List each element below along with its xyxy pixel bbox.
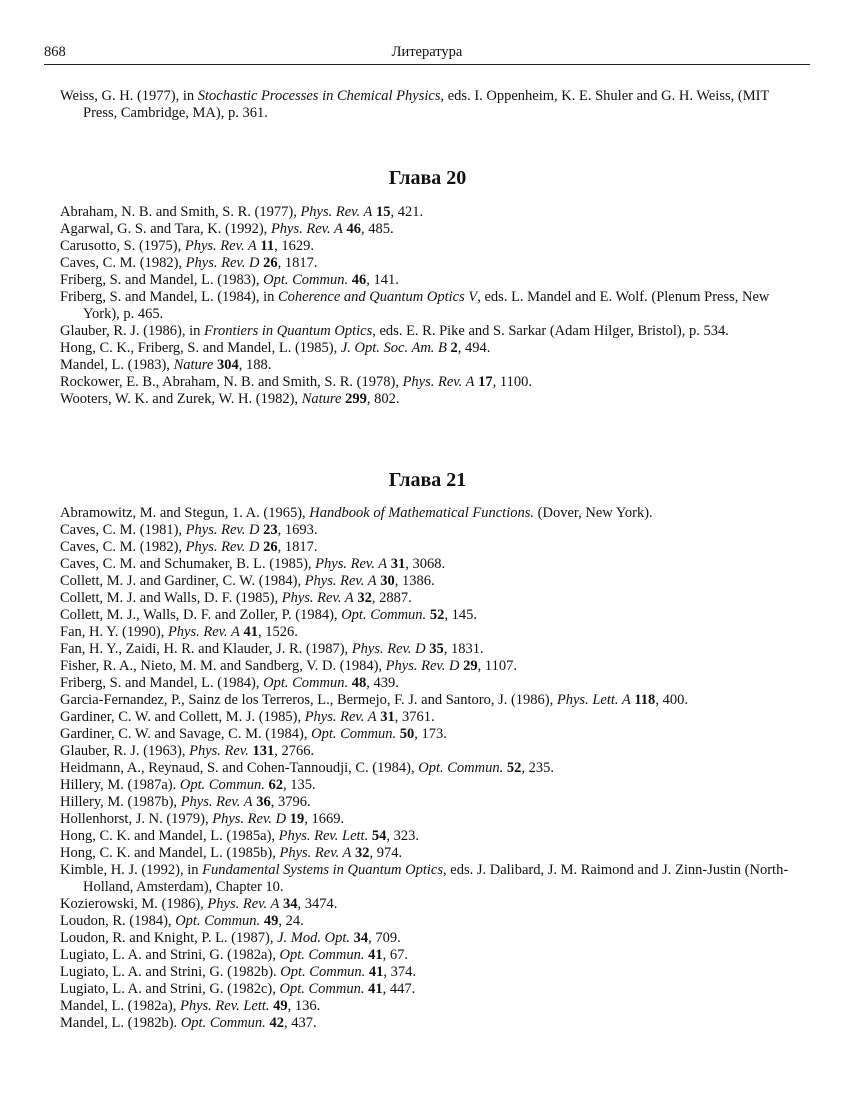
reference-volume: 36 <box>256 794 271 810</box>
reference-text: Heidmann, A., Reynaud, S. and Cohen-Tannoudji, C. (1984), <box>60 760 419 776</box>
reference-title: Phys. Rev. A <box>402 374 475 390</box>
reference-text: Garcia-Fernandez, P., Sainz de los Terreros, L., Bermejo, F. J. and Santoro, J. (1986), <box>60 692 557 708</box>
reference-entry <box>60 255 800 272</box>
reference-entry <box>60 624 800 641</box>
reference-text: Hong, C. K. and Mandel, L. (1985b), <box>60 845 280 861</box>
reference-volume: 49 <box>263 913 279 929</box>
reference-title: Opt. Commun. <box>279 981 365 997</box>
reference-title: Nature <box>301 391 342 407</box>
reference-volume: 41 <box>243 624 259 640</box>
reference-volume: 46 <box>351 272 367 288</box>
reference-volume: 304 <box>216 357 239 373</box>
reference-text: Wooters, W. K. and Zurek, W. H. (1982), <box>60 391 302 407</box>
reference-entry <box>60 760 800 777</box>
reference-entry <box>60 340 800 357</box>
reference-entry <box>60 811 800 828</box>
page-number: 868 <box>44 44 66 60</box>
reference-entry <box>60 590 800 607</box>
running-title: Литература <box>391 44 463 60</box>
reference-title: Phys. Rev. A <box>315 556 388 572</box>
reference-entry <box>60 794 800 811</box>
reference-text: Kimble, H. J. (1992), in <box>60 862 203 878</box>
reference-text: Fan, H. Y., Zaidi, H. R. and Klauder, J. R. (1987), <box>60 641 352 657</box>
reference-text: Loudon, R. (1984), <box>60 913 176 929</box>
reference-volume: 118 <box>634 692 656 708</box>
reference-text: , 709. <box>368 930 401 946</box>
reference-text: Fisher, R. A., Nieto, M. M. and Sandberg, V. D. (1984), <box>60 658 386 674</box>
reference-text: , 141. <box>366 272 399 288</box>
reference-text: , 1629. <box>274 238 314 254</box>
reference-text: , 2887. <box>371 590 412 606</box>
reference-entry <box>60 289 800 323</box>
reference-volume: 41 <box>368 981 383 997</box>
reference-text: , 1526. <box>258 624 298 640</box>
reference-text: , 1831. <box>443 641 484 657</box>
reference-text: Fan, H. Y. (1990), <box>60 624 168 640</box>
reference-volume: 41 <box>368 964 384 980</box>
reference-text: Agarwal, G. S. and Tara, K. (1992), <box>60 221 271 237</box>
reference-entry <box>60 573 800 590</box>
reference-text: , 447. <box>382 981 416 997</box>
reference-title: Phys. Rev. A <box>281 590 354 606</box>
reference-title: Phys. Rev. D <box>385 658 460 674</box>
reference-text: , 323. <box>386 828 419 844</box>
reference-volume: 52 <box>429 607 445 623</box>
reference-text: , eds. E. R. Pike and S. Sarkar (Adam Hilger, Bristol), p. 534. <box>372 323 729 339</box>
reference-text: Friberg, S. and Mandel, L. (1984), in <box>60 289 279 305</box>
reference-volume: 23 <box>263 522 278 538</box>
reference-title: Fundamental Systems in Quantum Optics <box>202 862 444 878</box>
reference-entry <box>60 709 800 726</box>
reference-text: , 3474. <box>297 896 338 912</box>
reference-title: Opt. Commun. <box>279 947 365 963</box>
reference-text: , 135. <box>283 777 316 793</box>
reference-text: , 67. <box>382 947 408 963</box>
reference-text: (Dover, New York). <box>534 505 653 521</box>
reference-text: Lugiato, L. A. and Strini, G. (1982a), <box>60 947 280 963</box>
reference-title: J. Opt. Soc. Am. B <box>340 340 447 356</box>
reference-title: Phys. Rev. <box>189 743 249 759</box>
reference-text: , 439. <box>366 675 399 691</box>
reference-title: Phys. Rev. D <box>351 641 426 657</box>
reference-entry <box>60 505 800 522</box>
reference-volume: 32 <box>355 845 370 861</box>
reference-text: Caves, C. M. (1981), <box>60 522 186 538</box>
reference-title: Phys. Rev. Lett. <box>278 828 369 844</box>
reference-text: Friberg, S. and Mandel, L. (1983), <box>60 272 264 288</box>
reference-text: Mandel, L. (1982a), <box>60 998 180 1014</box>
reference-text: Glauber, R. J. (1986), in <box>60 323 204 339</box>
reference-volume: 41 <box>368 947 383 963</box>
reference-text: Mandel, L. (1982b). <box>60 1015 181 1031</box>
reference-volume: 49 <box>273 998 288 1014</box>
reference-title: Phys. Rev. Lett. <box>180 998 270 1014</box>
reference-volume: 48 <box>351 675 367 691</box>
reference-text: Caves, C. M. (1982), <box>60 255 186 271</box>
reference-volume: 299 <box>345 391 367 407</box>
reference-text: Kozierowski, M. (1986), <box>60 896 208 912</box>
reference-text: Gardiner, C. W. and Savage, C. M. (1984), <box>60 726 312 742</box>
reference-entry <box>60 981 800 998</box>
reference-list-continued <box>60 88 800 122</box>
reference-entry <box>60 556 800 573</box>
reference-volume: 42 <box>269 1015 284 1031</box>
reference-volume: 17 <box>478 374 493 390</box>
reference-text: , 485. <box>361 221 394 237</box>
reference-title: Phys. Rev. D <box>185 522 260 538</box>
reference-entry <box>60 522 800 539</box>
reference-text: Hong, C. K., Friberg, S. and Mandel, L. (1985), <box>60 340 341 356</box>
reference-volume: 46 <box>346 221 361 237</box>
reference-text: , eds. L. Mandel and E. Wolf. (Plenum Press, New York), p. 465. <box>83 289 770 322</box>
reference-entry <box>60 374 800 391</box>
reference-text: Hollenhorst, J. N. (1979), <box>60 811 213 827</box>
reference-volume: 30 <box>380 573 395 589</box>
reference-text: Abraham, N. B. and Smith, S. R. (1977), <box>60 204 301 220</box>
reference-entry <box>60 913 800 930</box>
reference-title: Phys. Rev. A <box>207 896 280 912</box>
reference-entry <box>60 845 800 862</box>
reference-entry <box>60 692 800 709</box>
reference-text: Hillery, M. (1987a). <box>60 777 180 793</box>
reference-volume: 52 <box>506 760 522 776</box>
reference-volume: 34 <box>353 930 369 946</box>
reference-volume: 31 <box>380 709 395 725</box>
reference-title: Phys. Rev. A <box>304 709 377 725</box>
reference-entry <box>60 272 800 289</box>
reference-volume: 35 <box>429 641 444 657</box>
reference-entry <box>60 238 800 255</box>
reference-entry <box>60 743 800 760</box>
reference-title: Phys. Rev. A <box>184 238 257 254</box>
reference-text: , 3761. <box>394 709 435 725</box>
reference-title: Opt. Commun. <box>179 777 265 793</box>
reference-title: Phys. Rev. D <box>185 539 260 555</box>
reference-title: Phys. Rev. A <box>304 573 377 589</box>
reference-text: , 974. <box>369 845 403 861</box>
reference-title: Opt. Commun. <box>263 272 349 288</box>
reference-entry <box>60 391 800 408</box>
reference-volume: 62 <box>268 777 283 793</box>
reference-volume: 15 <box>376 204 391 220</box>
reference-text: , 24. <box>278 913 304 929</box>
reference-title: Opt. Commun. <box>175 913 261 929</box>
reference-text: Abramowitz, M. and Stegun, 1. A. (1965), <box>60 505 310 521</box>
reference-entry <box>60 862 800 896</box>
reference-text: , 1693. <box>277 522 318 538</box>
reference-entry <box>60 323 800 340</box>
reference-text: , 1817. <box>277 539 318 555</box>
reference-text: , 136. <box>287 998 321 1014</box>
reference-entry <box>60 204 800 221</box>
reference-text: Weiss, G. H. (1977), in <box>60 88 198 104</box>
reference-text: , 802. <box>366 391 400 407</box>
page-header <box>44 42 810 65</box>
reference-text: , 437. <box>283 1015 317 1031</box>
reference-entry <box>60 777 800 794</box>
reference-volume: 31 <box>390 556 406 572</box>
reference-text: , 3796. <box>270 794 311 810</box>
reference-volume: 54 <box>371 828 387 844</box>
reference-text: , 400. <box>655 692 688 708</box>
reference-entry <box>60 675 800 692</box>
reference-text: , 3068. <box>405 556 446 572</box>
reference-text: Glauber, R. J. (1963), <box>60 743 190 759</box>
reference-title: Nature <box>173 357 214 373</box>
reference-text: , 2766. <box>274 743 315 759</box>
reference-title: J. Mod. Opt. <box>277 930 350 946</box>
reference-entry <box>60 896 800 913</box>
reference-title: Opt. Commun. <box>418 760 504 776</box>
reference-entry <box>60 1015 800 1032</box>
reference-entry <box>60 357 800 374</box>
reference-text: , 173. <box>414 726 447 742</box>
reference-entry <box>60 88 800 122</box>
reference-title: Phys. Rev. D <box>185 255 260 271</box>
reference-list-chapter-21 <box>60 505 800 1032</box>
reference-text: , 1100. <box>492 374 532 390</box>
reference-entry <box>60 221 800 238</box>
reference-volume: 19 <box>289 811 305 827</box>
reference-text: Caves, C. M. (1982), <box>60 539 186 555</box>
reference-title: Handbook of Mathematical Functions. <box>309 505 535 521</box>
reference-list-chapter-20 <box>60 204 800 408</box>
reference-entry <box>60 641 800 658</box>
reference-entry <box>60 964 800 981</box>
reference-text: , 374. <box>383 964 417 980</box>
reference-text: Hillery, M. (1987b), <box>60 794 181 810</box>
reference-text: Collett, M. J. and Walls, D. F. (1985), <box>60 590 282 606</box>
reference-text: Friberg, S. and Mandel, L. (1984), <box>60 675 264 691</box>
reference-title: Opt. Commun. <box>341 607 427 623</box>
reference-text: , 1669. <box>304 811 345 827</box>
reference-text: , 1386. <box>394 573 435 589</box>
reference-text: Gardiner, C. W. and Collett, M. J. (1985), <box>60 709 305 725</box>
reference-text: , 421. <box>390 204 424 220</box>
reference-volume: 26 <box>263 255 278 271</box>
reference-text: Collett, M. J. and Gardiner, C. W. (1984), <box>60 573 305 589</box>
reference-text: Lugiato, L. A. and Strini, G. (1982c), <box>60 981 280 997</box>
reference-entry <box>60 726 800 743</box>
reference-entry <box>60 828 800 845</box>
reference-text: Carusotto, S. (1975), <box>60 238 185 254</box>
reference-entry <box>60 947 800 964</box>
reference-title: Phys. Rev. A <box>270 221 343 237</box>
chapter-21-heading: Глава 21 <box>388 469 467 491</box>
reference-entry <box>60 607 800 624</box>
reference-volume: 50 <box>399 726 415 742</box>
reference-volume: 32 <box>357 590 372 606</box>
reference-title: Phys. Rev. A <box>300 204 373 220</box>
reference-title: Phys. Rev. A <box>167 624 240 640</box>
reference-title: Phys. Rev. A <box>279 845 352 861</box>
reference-text: , eds. J. Dalibard, J. M. Raimond and J. Zinn-Justin (North-Holland, Amsterdam), Chapter 10. <box>83 862 789 895</box>
reference-title: Coherence and Quantum Optics V <box>278 289 478 305</box>
reference-title: Phys. Lett. A <box>556 692 631 708</box>
reference-volume: 26 <box>263 539 278 555</box>
reference-title: Stochastic Processes in Chemical Physics <box>197 88 441 104</box>
reference-text: Mandel, L. (1983), <box>60 357 174 373</box>
reference-title: Opt. Commun. <box>263 675 349 691</box>
reference-entry <box>60 539 800 556</box>
reference-title: Opt. Commun. <box>311 726 397 742</box>
reference-text: , 235. <box>521 760 554 776</box>
reference-text: , 1107. <box>477 658 517 674</box>
reference-text: Caves, C. M. and Schumaker, B. L. (1985), <box>60 556 316 572</box>
reference-volume: 29 <box>463 658 478 674</box>
reference-title: Phys. Rev. A <box>180 794 253 810</box>
reference-title: Opt. Commun. <box>280 964 366 980</box>
reference-volume: 11 <box>260 238 275 254</box>
reference-text: , eds. I. Oppenheim, K. E. Shuler and G. H. Weiss, (MIT Press, Cambridge, MA), p. 361. <box>83 88 770 121</box>
reference-text: , 1817. <box>277 255 318 271</box>
reference-text: , 188. <box>238 357 272 373</box>
reference-text: Collett, M. J., Walls, D. F. and Zoller, P. (1984), <box>60 607 342 623</box>
reference-volume: 34 <box>282 896 298 912</box>
reference-text: Lugiato, L. A. and Strini, G. (1982b). <box>60 964 281 980</box>
reference-title: Opt. Commun. <box>180 1015 266 1031</box>
reference-text: , 145. <box>444 607 477 623</box>
reference-entry <box>60 930 800 947</box>
chapter-20-heading: Глава 20 <box>388 167 467 189</box>
reference-volume: 2 <box>450 340 458 356</box>
reference-volume: 131 <box>252 743 275 759</box>
reference-text: Hong, C. K. and Mandel, L. (1985a), <box>60 828 279 844</box>
reference-title: Frontiers in Quantum Optics <box>204 323 373 339</box>
reference-title: Phys. Rev. D <box>212 811 287 827</box>
reference-text: Rockower, E. B., Abraham, N. B. and Smith, S. R. (1978), <box>60 374 403 390</box>
reference-entry <box>60 658 800 675</box>
reference-text: , 494. <box>457 340 491 356</box>
reference-entry <box>60 998 800 1015</box>
reference-text: Loudon, R. and Knight, P. L. (1987), <box>60 930 278 946</box>
